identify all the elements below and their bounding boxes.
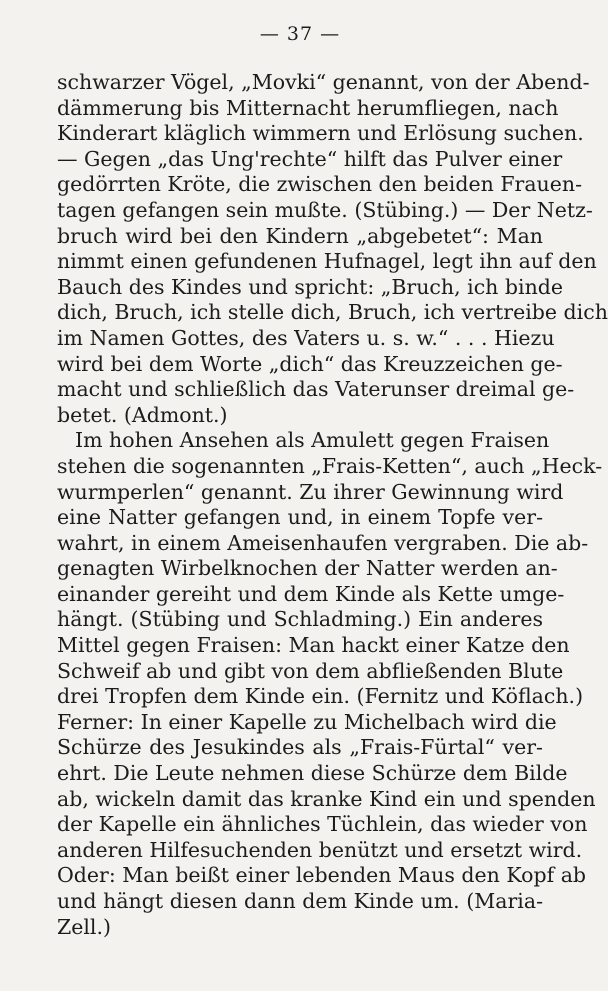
text-line: Oder: Man beißt einer lebenden Maus den Kopf ab [57, 863, 587, 888]
text-line: Schürze des Jesukindes als „Frais-Fürtal“ ver- [57, 735, 543, 760]
text-line: anderen Hilfesuchenden benützt und ersetzt wird. [57, 837, 583, 862]
text-line: Bauch des Kindes und spricht: „Bruch, ich binde [57, 274, 564, 299]
text-line: ab, wickeln damit das kranke Kind ein und spenden [57, 786, 596, 811]
text-line: Kinderart kläglich wimmern und Erlösung suchen. [57, 121, 584, 146]
text-line: dich, Bruch, ich stelle dich, Bruch, ich vertreibe dich [57, 300, 608, 325]
text-line: und hängt diesen dann dem Kinde um. (Maria- [57, 889, 543, 913]
text-line: Zell.) [57, 914, 112, 939]
text-line: nimmt einen gefundenen Hufnagel, legt ihn auf den [57, 249, 597, 274]
body-text [57, 70, 608, 940]
text-line: hängt. (Stübing und Schladming.) Ein anderes [57, 607, 543, 632]
text-line: schwarzer Vögel, „Movki“ genannt, von der Abend- [57, 70, 590, 94]
text-line: einander gereiht und dem Kinde als Kette umge- [57, 581, 565, 606]
text-line: ehrt. Die Leute nehmen diese Schürze dem Bilde [57, 761, 568, 786]
text-line: tagen gefangen sein mußte. (Stübing.) — Der Netz- [57, 197, 593, 222]
text-line: wurmperlen“ genannt. Zu ihrer Gewinnung wird [57, 479, 564, 504]
text-line: Schweif ab und gibt von dem abfließenden Blute [57, 658, 564, 683]
text-line: der Kapelle ein ähnliches Tüchlein, das wieder von [57, 812, 588, 837]
text-line: Ferner: In einer Kapelle zu Michelbach wird die [57, 709, 557, 734]
text-line: Im hohen Ansehen als Amulett gegen Fraisen [75, 428, 550, 453]
paragraph-1 [57, 70, 608, 428]
text-line: bruch wird bei den Kindern „abgebetet“: Man [57, 223, 543, 248]
text-line: Mittel gegen Fraisen: Man hackt einer Katze den [57, 633, 570, 658]
paragraph-2 [57, 428, 603, 940]
text-line: gedörrten Kröte, die zwischen den beiden Frauen- [57, 172, 583, 197]
text-line: genagten Wirbelknochen der Natter werden an- [57, 556, 558, 581]
text-line: wahrt, in einem Ameisenhaufen vergraben. Die ab- [57, 530, 589, 555]
text-line: dämmerung bis Mitternacht herumfliegen, nach [57, 95, 559, 120]
text-line: macht und schließlich das Vaterunser dreimal ge- [57, 377, 575, 402]
text-line: stehen die sogenannten „Frais-Ketten“, auch „Heck- [57, 453, 603, 478]
text-line: drei Tropfen dem Kinde ein. (Fernitz und Köflach.) [57, 684, 584, 709]
page-number: — 37 — [259, 23, 341, 45]
text-line: — Gegen „das Ung'rechte“ hilft das Pulver einer [57, 146, 563, 171]
text-line: eine Natter gefangen und, in einem Topfe ver- [57, 505, 543, 530]
text-line: betet. (Admont.) [57, 402, 228, 427]
text-line: im Namen Gottes, des Vaters u. s. w.“ . . . Hiezu [57, 325, 555, 350]
text-line: wird bei dem Worte „dich“ das Kreuzzeichen ge- [57, 351, 563, 376]
